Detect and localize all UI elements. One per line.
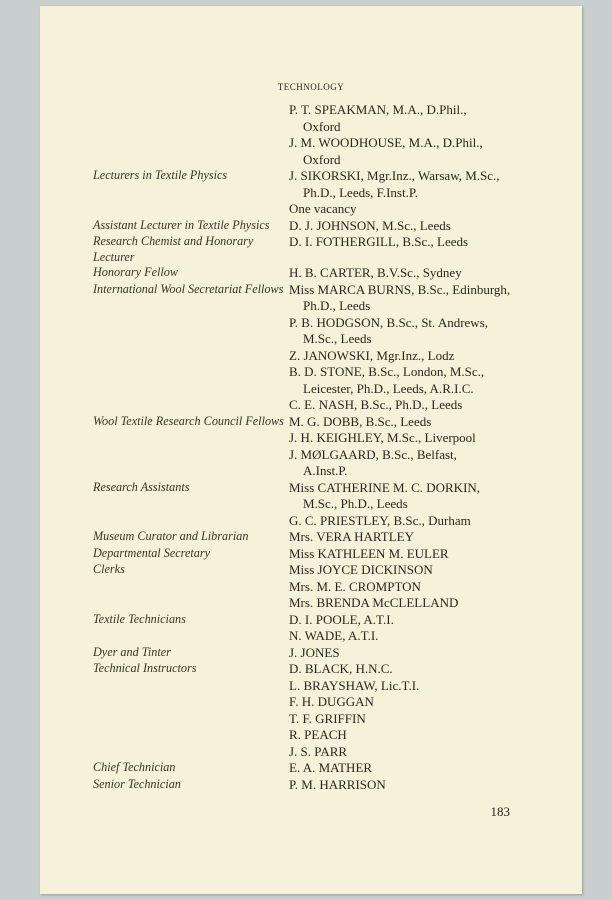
names-column xyxy=(289,414,525,480)
person-entry xyxy=(289,364,525,397)
person-entry xyxy=(289,760,525,777)
staff-entry xyxy=(40,282,582,414)
staff-entry xyxy=(40,218,582,235)
staff-entry xyxy=(40,168,582,218)
person-name-line: Miss JOYCE DICKINSON xyxy=(289,562,433,577)
names-column xyxy=(289,218,525,235)
running-head: TECHNOLOGY xyxy=(277,82,345,92)
person-entry xyxy=(289,513,525,530)
role-label: Research Chemist and Honorary Lecturer xyxy=(93,234,254,264)
role-label: Honorary Fellow xyxy=(93,265,178,279)
role-label: Research Assistants xyxy=(93,479,190,494)
role-label: Textile Technicians xyxy=(93,611,186,626)
person-name-line: N. WADE, A.T.I. xyxy=(289,628,379,643)
person-entry xyxy=(289,234,525,251)
role-label: Museum Curator and Librarian xyxy=(93,529,249,543)
role-label: Chief Technician xyxy=(93,760,176,774)
person-name-line: P. B. HODGSON, B.Sc., St. Andrews, xyxy=(289,314,488,330)
names-column xyxy=(289,612,525,645)
person-name-line: L. BRAYSHAW, Lic.T.I. xyxy=(289,677,420,693)
person-qualification-line: M.Sc., Leeds xyxy=(303,331,372,346)
person-entry xyxy=(289,612,525,629)
person-entry xyxy=(289,430,525,447)
person-name-line: H. B. CARTER, B.V.Sc., Sydney xyxy=(289,265,462,280)
person-name-line: One vacancy xyxy=(289,201,357,216)
person-name-line: J. MØLGAARD, B.Sc., Belfast, xyxy=(289,446,457,462)
names-column xyxy=(289,480,525,530)
names-column xyxy=(289,661,525,760)
staff-entry xyxy=(40,645,582,662)
person-qualification-line: Ph.D., Leeds xyxy=(303,298,371,313)
person-name-line: J. M. WOODHOUSE, M.A., D.Phil., xyxy=(289,135,483,150)
staff-entry xyxy=(40,562,582,612)
person-name-line: G. C. PRIESTLEY, B.Sc., Durham xyxy=(289,512,471,528)
names-column xyxy=(289,760,525,777)
person-name-line: D. J. JOHNSON, M.Sc., Leeds xyxy=(289,217,451,233)
role-label: International Wool Secretariat Fellows xyxy=(93,281,284,296)
person-entry xyxy=(289,480,525,513)
staff-entry xyxy=(40,480,582,530)
person-entry xyxy=(289,348,525,365)
page-number: 183 xyxy=(490,804,510,819)
person-name-line: M. G. DOBB, B.Sc., Leeds xyxy=(289,413,432,429)
person-qualification-line: Oxford xyxy=(303,151,341,167)
role-label: Wool Textile Research Council Fellows xyxy=(93,413,284,428)
person-name-line: J. S. PARR xyxy=(289,743,348,759)
person-entry xyxy=(289,546,525,563)
person-name-line: J. JONES xyxy=(289,644,340,660)
names-column xyxy=(289,529,525,546)
person-name-line: Mrs. VERA HARTLEY xyxy=(289,529,415,544)
person-name-line: C. E. NASH, B.Sc., Ph.D., Leeds xyxy=(289,397,463,412)
person-name-line: R. PEACH xyxy=(289,727,347,742)
names-column xyxy=(289,645,525,662)
person-qualification-line: Ph.D., Leeds, F.Inst.P. xyxy=(303,184,418,200)
person-entry xyxy=(289,579,525,596)
person-name-line: Miss KATHLEEN M. EULER xyxy=(289,545,449,561)
person-entry xyxy=(289,218,525,235)
person-qualification-line: M.Sc., Ph.D., Leeds xyxy=(303,496,408,511)
role-label: Clerks xyxy=(93,562,125,576)
person-entry xyxy=(289,628,525,645)
person-name-line: P. T. SPEAKMAN, M.A., D.Phil., xyxy=(289,102,467,117)
person-entry xyxy=(289,397,525,414)
names-column xyxy=(289,168,525,218)
person-entry xyxy=(289,168,525,201)
person-entry xyxy=(289,744,525,761)
person-entry xyxy=(289,711,525,728)
person-entry xyxy=(289,678,525,695)
staff-entry xyxy=(40,546,582,563)
person-name-line: P. M. HARRISON xyxy=(289,776,386,792)
role-label: Assistant Lecturer in Textile Physics xyxy=(93,217,270,232)
person-name-line: Mrs. BRENDA McCLELLAND xyxy=(289,595,459,610)
person-entry xyxy=(289,727,525,744)
person-name-line: F. H. DUGGAN xyxy=(289,694,374,709)
staff-entry xyxy=(40,414,582,480)
role-label: Senior Technician xyxy=(93,776,181,791)
staff-entry xyxy=(40,661,582,760)
person-entry xyxy=(289,447,525,480)
person-qualification-line: Leicester, Ph.D., Leeds, A.R.I.C. xyxy=(303,380,474,396)
role-label: Dyer and Tinter xyxy=(93,644,171,659)
names-column xyxy=(289,234,525,265)
person-entry xyxy=(289,414,525,431)
person-name-line: D. I. POOLE, A.T.I. xyxy=(289,611,394,627)
person-entry xyxy=(289,201,525,218)
person-name-line: D. BLACK, H.N.C. xyxy=(289,661,393,676)
person-name-line: T. F. GRIFFIN xyxy=(289,710,366,726)
staff-entry xyxy=(40,102,582,168)
person-entry xyxy=(289,529,525,546)
role-label: Technical Instructors xyxy=(93,661,197,675)
names-column xyxy=(289,282,525,414)
names-column xyxy=(289,562,525,612)
person-entry xyxy=(289,595,525,612)
names-column xyxy=(289,102,525,168)
person-name-line: D. I. FOTHERGILL, B.Sc., Leeds xyxy=(289,234,469,249)
staff-entry xyxy=(40,265,582,282)
role-label: Departmental Secretary xyxy=(93,545,210,560)
page xyxy=(40,6,582,894)
staff-entry xyxy=(40,612,582,645)
person-name-line: J. SIKORSKI, Mgr.Inz., Warsaw, M.Sc., xyxy=(289,168,500,183)
person-entry xyxy=(289,694,525,711)
person-entry xyxy=(289,265,525,282)
person-qualification-line: Oxford xyxy=(303,118,341,134)
staff-entry xyxy=(40,760,582,777)
person-entry xyxy=(289,777,525,794)
person-name-line: B. D. STONE, B.Sc., London, M.Sc., xyxy=(289,364,485,379)
person-entry xyxy=(289,282,525,315)
person-entry xyxy=(289,645,525,662)
person-entry xyxy=(289,315,525,348)
staff-entry xyxy=(40,529,582,546)
names-column xyxy=(289,777,525,794)
person-name-line: Miss MARCA BURNS, B.Sc., Edinburgh, xyxy=(289,281,511,297)
names-column xyxy=(289,265,525,282)
role-label xyxy=(40,102,289,168)
person-qualification-line: A.Inst.P. xyxy=(303,463,348,478)
person-name-line: J. H. KEIGHLEY, M.Sc., Liverpool xyxy=(289,430,476,445)
person-name-line: Z. JANOWSKI, Mgr.Inz., Lodz xyxy=(289,347,455,363)
staff-entry xyxy=(40,777,582,794)
staff-list xyxy=(40,102,582,793)
person-entry xyxy=(289,102,525,135)
person-name-line: Miss CATHERINE M. C. DORKIN, xyxy=(289,479,481,495)
names-column xyxy=(289,546,525,563)
person-name-line: Mrs. M. E. CROMPTON xyxy=(289,578,421,594)
person-name-line: E. A. MATHER xyxy=(289,760,373,775)
role-label: Lecturers in Textile Physics xyxy=(93,168,228,182)
person-entry xyxy=(289,661,525,678)
staff-entry xyxy=(40,234,582,265)
person-entry xyxy=(289,562,525,579)
person-entry xyxy=(289,135,525,168)
